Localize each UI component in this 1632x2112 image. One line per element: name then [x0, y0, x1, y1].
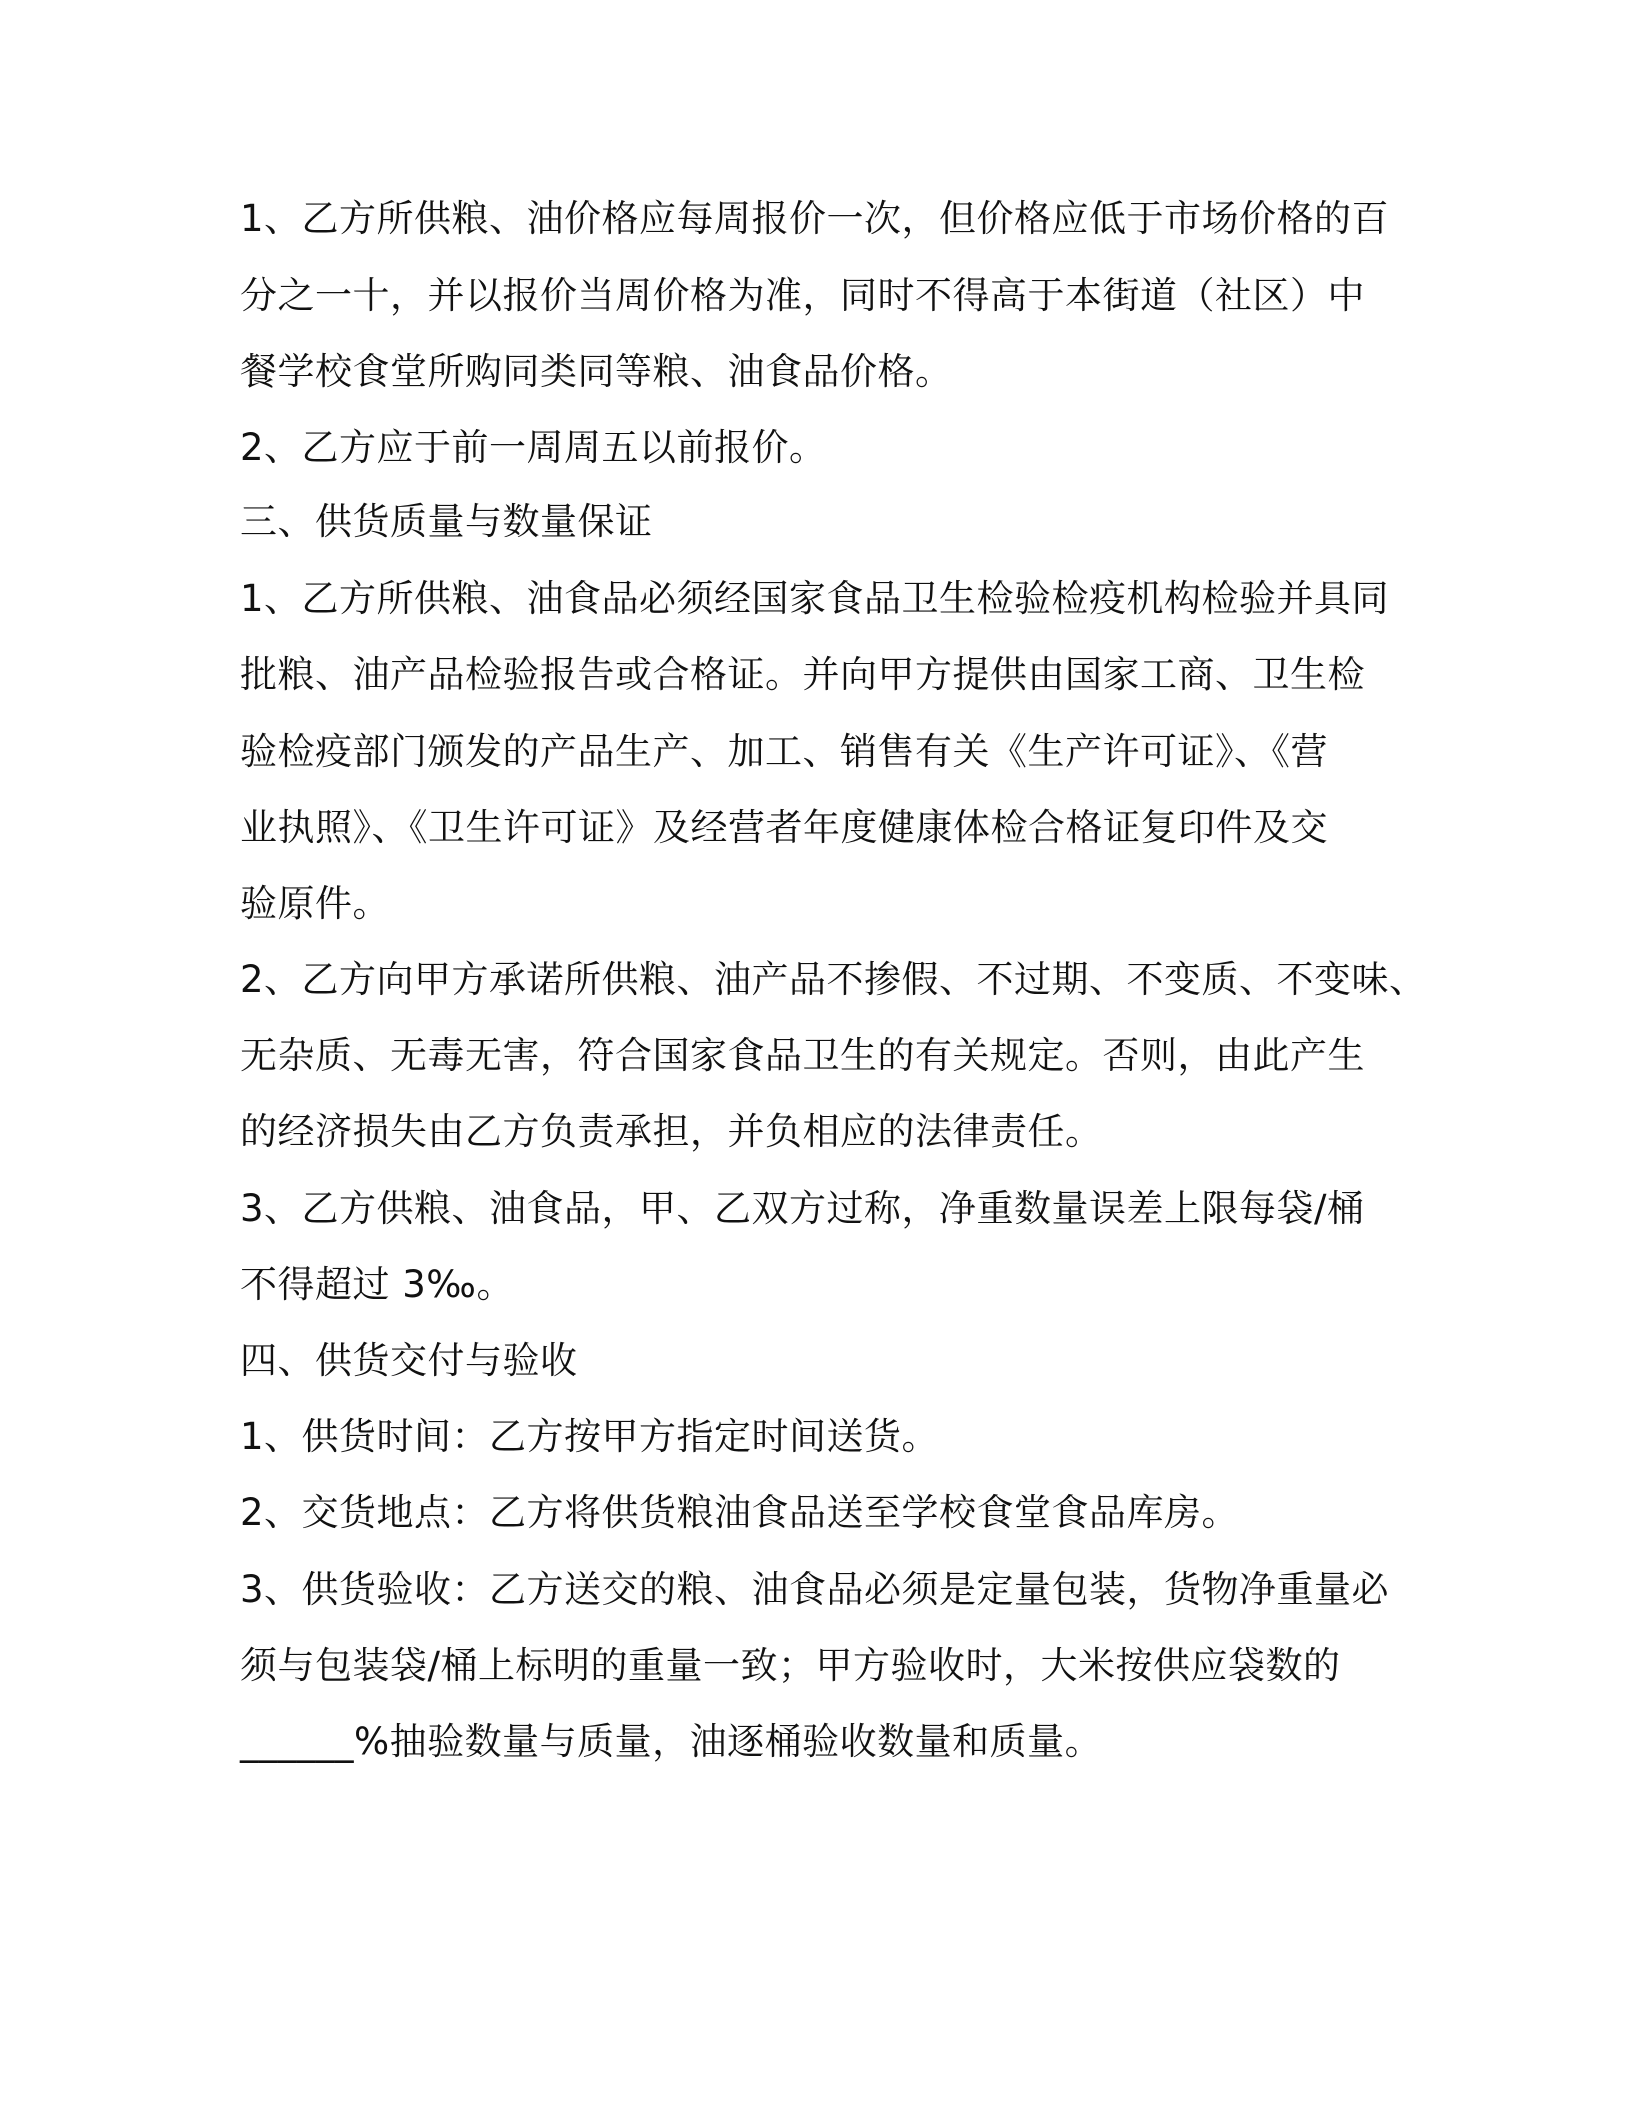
text-line: 2、交货地点：乙方将供货粮油食品送至学校食堂食品库房。: [240, 1491, 1240, 1534]
text-line: 的经济损失由乙方负责承担，并负相应的法律责任。: [240, 1110, 1103, 1153]
text-line: 无杂质、无毒无害，符合国家食品卫生的有关规定。否则，由此产生: [240, 1034, 1365, 1077]
text-line: 1、供货时间：乙方按甲方指定时间送货。: [240, 1415, 940, 1458]
text-line: 业执照》、《卫生许可证》及经营者年度健康体检合格证复印件及交: [240, 806, 1328, 849]
text-line: 餐学校食堂所购同类同等粮、油食品价格。: [240, 350, 953, 393]
text-line: 1、乙方所供粮、油价格应每周报价一次，但价格应低于市场价格的百: [240, 197, 1390, 240]
section-heading: 四、供货交付与验收: [240, 1339, 578, 1382]
text-line: 2、乙方应于前一周周五以前报价。: [240, 426, 827, 469]
text-line: 批粮、油产品检验报告或合格证。并向甲方提供由国家工商、卫生检: [240, 653, 1365, 696]
text-line: 1、乙方所供粮、油食品必须经国家食品卫生检验检疫机构检验并具同: [240, 577, 1390, 620]
text-line: 须与包装袋/桶上标明的重量一致；甲方验收时，大米按供应袋数的: [240, 1644, 1341, 1687]
text-line: ______%抽验数量与质量，油逐桶验收数量和质量。: [240, 1720, 1103, 1763]
text-line: 3、乙方供粮、油食品，甲、乙双方过称，净重数量误差上限每袋/桶: [240, 1187, 1365, 1230]
text-line: 验原件。: [240, 882, 390, 925]
text-line: 不得超过 3‰。: [240, 1263, 514, 1306]
text-line: 2、乙方向甲方承诺所供粮、油产品不掺假、不过期、不变质、不变味、: [240, 958, 1427, 1001]
text-line: 3、供货验收：乙方送交的粮、油食品必须是定量包装，货物净重量必: [240, 1568, 1390, 1611]
text-line: 验检疫部门颁发的产品生产、加工、销售有关《生产许可证》、《营: [240, 730, 1328, 773]
text-line: 分之一十，并以报价当周价格为准，同时不得高于本街道（社区）中: [240, 274, 1365, 317]
section-heading: 三、供货质量与数量保证: [240, 500, 653, 543]
